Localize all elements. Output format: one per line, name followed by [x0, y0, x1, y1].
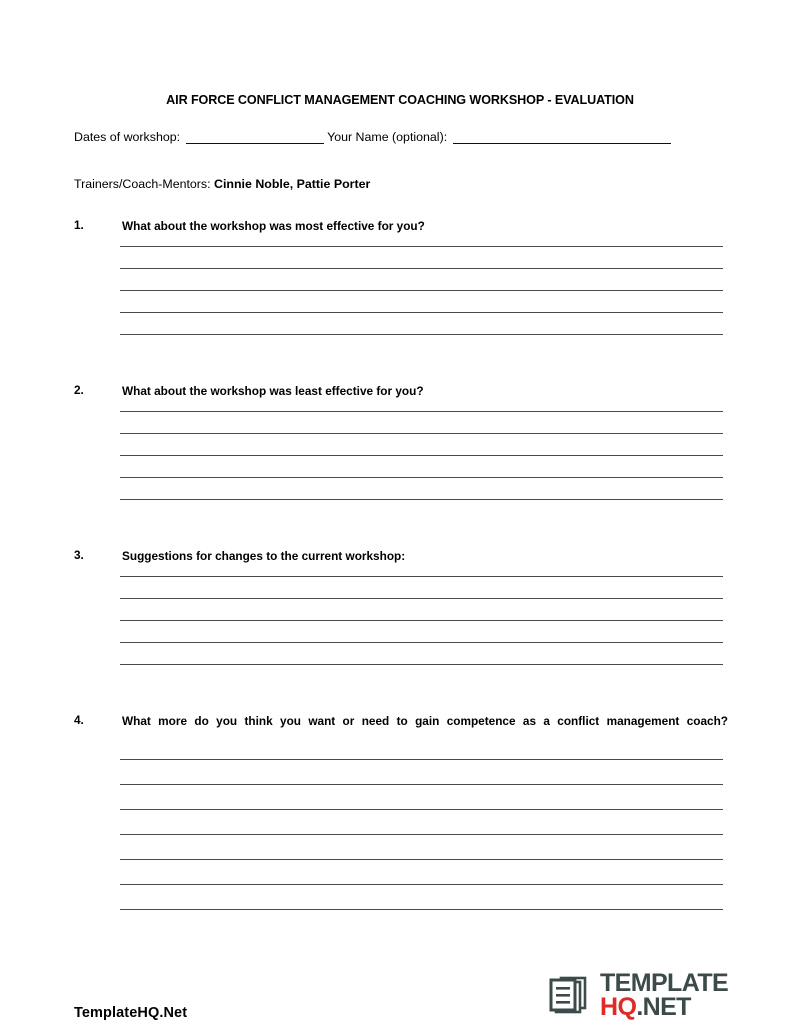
- answer-line[interactable]: [120, 268, 723, 269]
- answer-line[interactable]: [120, 499, 723, 500]
- trainers-names: Cinnie Noble, Pattie Porter: [214, 177, 371, 191]
- question-2-answer-area[interactable]: [120, 411, 723, 500]
- dates-of-workshop-label: Dates of workshop:: [74, 130, 181, 144]
- question-4: [74, 713, 728, 748]
- question-1-answer-area[interactable]: [120, 246, 723, 335]
- logo-line-hqnet: [600, 992, 728, 1021]
- answer-line[interactable]: [120, 290, 723, 291]
- stacked-documents-icon: [548, 974, 592, 1018]
- header-form-row: [74, 129, 734, 146]
- dates-of-workshop-input[interactable]: [186, 134, 324, 144]
- logo-word-hq: HQ: [600, 992, 637, 1021]
- answer-line[interactable]: [120, 664, 723, 665]
- question-3: [74, 548, 728, 566]
- trainers-label: Trainers/Coach-Mentors:: [74, 177, 211, 191]
- answer-line[interactable]: [120, 455, 723, 456]
- answer-line[interactable]: [120, 312, 723, 313]
- question-3-text: Suggestions for changes to the current workshop:: [122, 549, 406, 563]
- answer-line[interactable]: [120, 246, 723, 247]
- answer-line[interactable]: [120, 411, 723, 412]
- question-4-number: 4.: [74, 713, 84, 727]
- logo-wordmark: [600, 969, 729, 1021]
- answer-line[interactable]: [120, 576, 723, 577]
- logo-word-net: .NET: [636, 992, 691, 1021]
- question-3-answer-area[interactable]: [120, 576, 723, 665]
- answer-line[interactable]: [120, 598, 723, 599]
- question-1: [74, 218, 728, 236]
- footer-site-label: TemplateHQ.Net: [74, 1005, 188, 1021]
- answer-line[interactable]: [120, 334, 723, 335]
- answer-line[interactable]: [120, 433, 723, 434]
- templatehq-logo: [548, 969, 729, 1021]
- answer-line[interactable]: [120, 620, 723, 621]
- question-1-text: What about the workshop was most effective for you?: [122, 219, 425, 233]
- answer-line[interactable]: [120, 884, 723, 885]
- question-2: [74, 383, 728, 401]
- trainers-row: [74, 177, 370, 191]
- question-1-number: 1.: [74, 218, 84, 232]
- question-4-answer-area[interactable]: [120, 759, 723, 910]
- your-name-label: Your Name (optional):: [327, 130, 448, 144]
- question-4-text: What more do you think you want or need to gain competence as a conflict management coach?: [122, 714, 728, 728]
- answer-line[interactable]: [120, 809, 723, 810]
- your-name-input[interactable]: [453, 134, 671, 144]
- logo-word-template: TEMPLATE: [600, 969, 729, 997]
- question-2-number: 2.: [74, 383, 84, 397]
- answer-line[interactable]: [120, 834, 723, 835]
- answer-line[interactable]: [120, 477, 723, 478]
- answer-line[interactable]: [120, 642, 723, 643]
- question-2-text: What about the workshop was least effective for you?: [122, 384, 424, 398]
- answer-line[interactable]: [120, 759, 723, 760]
- answer-line[interactable]: [120, 909, 723, 910]
- answer-line[interactable]: [120, 859, 723, 860]
- page-title: AIR FORCE CONFLICT MANAGEMENT COACHING WORKSHOP - EVALUATION: [166, 93, 634, 107]
- answer-line[interactable]: [120, 784, 723, 785]
- question-3-number: 3.: [74, 548, 84, 562]
